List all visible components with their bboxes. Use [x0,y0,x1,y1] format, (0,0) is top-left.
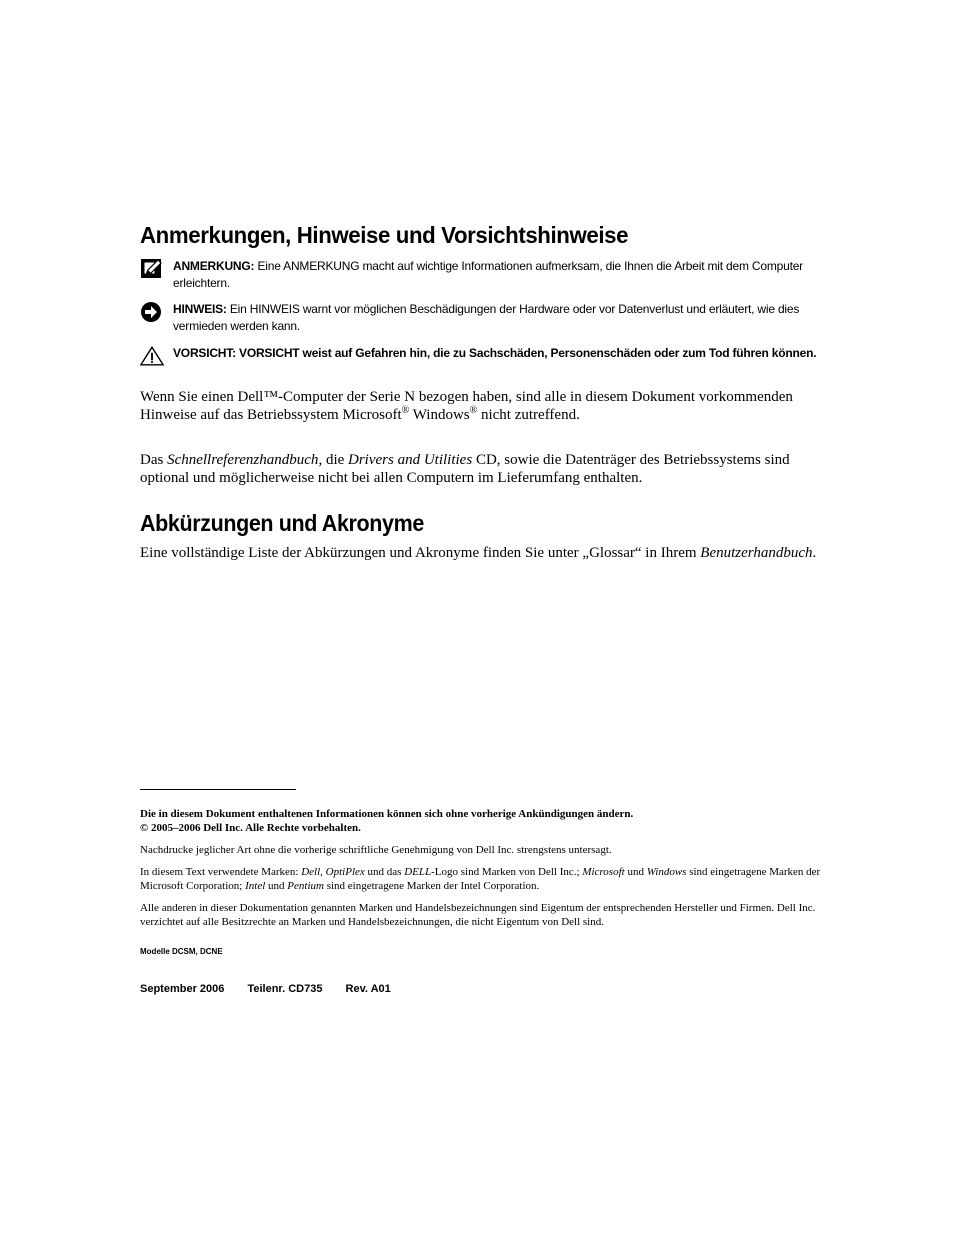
heading-notes: Anmerkungen, Hinweise und Vorsichtshinweise [140,222,629,248]
hinweis-label: HINWEIS: [173,302,227,316]
tm-text: und das [364,866,405,878]
tm-pentium: Pentium [287,880,324,892]
footer-divider [140,789,296,790]
footer-reproduction: Nachdrucke jeglicher Art ohne die vorherige schriftliche Genehmigung von Dell Inc. strengstens untersagt. [140,844,612,856]
p2-text-a: Das [140,452,168,468]
tm-dell-logo: DELL [404,866,432,878]
p3-text-a: Eine vollständige Liste der Abkürzungen und Akronyme finden Sie unter „Glossar“ in Ihrem [140,545,701,561]
tm-intel: Intel [245,880,266,892]
note-hinweis [140,301,840,335]
tm-microsoft: Microsoft [582,866,625,878]
part-number: Teilenr. CD735 [247,983,323,995]
tm-text: -Logo sind Marken von Dell Inc.; [431,866,583,878]
note-text: Eine ANMERKUNG macht auf wichtige Informationen aufmerksam, die Ihnen die Arbeit mit dem Computer erleichtern. [173,259,803,290]
p3-text-b: . [812,545,817,561]
model-numbers: Modelle DCSM, DCNE [140,947,223,956]
paragraph-optional-media [140,451,840,487]
footer-trademarks [140,865,845,893]
tm-text: und [624,866,647,878]
registered-mark: ® [401,405,410,416]
vorsicht-text: VORSICHT weist auf Gefahren hin, die zu Sachschäden, Personenschäden oder zum Tod führen können. [239,346,817,360]
arrow-circle-icon [140,301,164,323]
footer-disclaimer [140,807,845,835]
warning-triangle-icon [140,345,164,367]
p1-text-a: Wenn Sie einen Dell™-Computer der Serie N bezogen haben, sind alle in diesem Dokument vorkommenden Hinweise auf das Betriebssystem Microsoft [140,389,793,423]
tm-optiplex: OptiPlex [325,866,365,878]
tm-text: , [320,866,326,878]
pencil-note-icon [140,258,164,280]
disclaimer-line: Die in diesem Dokument enthaltenen Informationen können sich ohne vorherige Ankündigungen ändern. [140,808,634,820]
tm-text: sind eingetragene Marken der Intel Corporation. [323,880,540,892]
p1-text-c: nicht zutreffend. [477,407,580,423]
p2-text-c: CD, sowie die Datenträger des Betriebssystems sind optional und möglicherweise nicht bei allen Computern im Lieferumfang enthalten. [140,452,790,486]
publication-info [140,983,411,995]
tm-windows: Windows [646,866,687,878]
tm-dell: Dell [301,866,321,878]
tm-text: In diesem Text verwendete Marken: [140,866,302,878]
p2-title-quickref: Schnellreferenzhandbuch [167,452,319,468]
hinweis-text: Ein HINWEIS warnt vor möglichen Beschädigungen der Hardware oder vor Datenverlust und erläutert, wie dies vermieden werden kann. [173,302,800,333]
revision: Rev. A01 [345,983,391,995]
vorsicht-label: VORSICHT: [173,346,236,360]
p2-title-drivers: Drivers and Utilities [348,452,473,468]
tm-text: und [265,880,288,892]
note-vorsicht [140,345,840,362]
heading-abbreviations: Abkürzungen und Akronyme [140,510,424,536]
p1-text-b: Windows [409,407,470,423]
p3-title-userguide: Benutzerhandbuch [700,545,813,561]
tm-text: sind eingetragene Marken der Microsoft Corporation; [140,866,821,892]
p2-text-b: , die [318,452,349,468]
paragraph-dell-n-series [140,388,840,424]
copyright-line: © 2005–2006 Dell Inc. Alle Rechte vorbehalten. [140,822,361,834]
note-anmerkung [140,258,840,292]
paragraph-glossary [140,544,840,562]
footer-other-marks: Alle anderen in dieser Dokumentation genannten Marken und Handelsbezeichnungen sind Eigentum der entsprechenden Hersteller und Firmen. Dell Inc. verzichtet auf alle Besitzrechte an Marken und Handelsbezeichnungen, die nicht Eigentum von Dell sind. [140,902,816,928]
note-label: ANMERKUNG: [173,259,255,273]
registered-mark: ® [469,405,478,416]
publication-date: September 2006 [140,983,225,995]
